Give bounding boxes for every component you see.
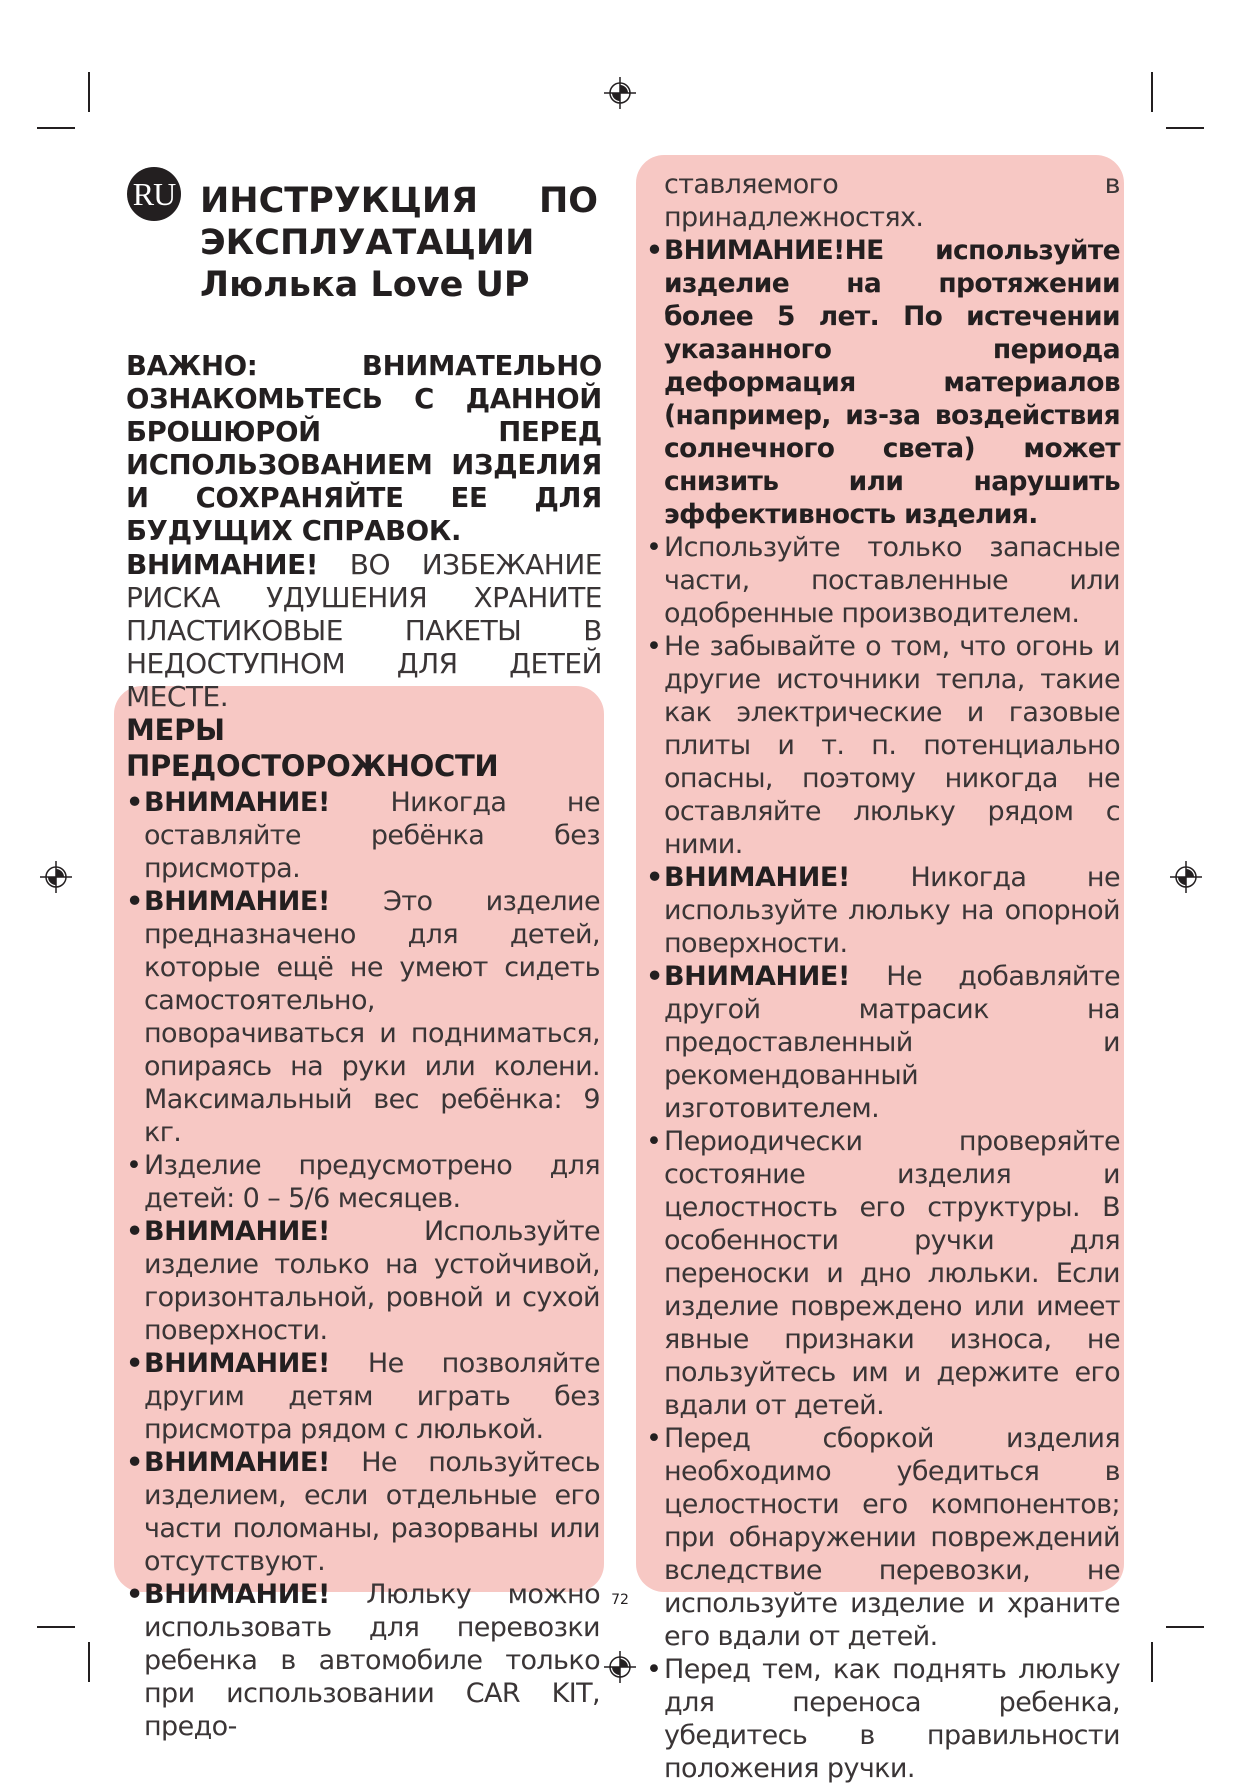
page-title — [200, 180, 598, 306]
item-text: Не забывайте о том, что огонь и другие источники тепла, такие как электрические и газовые плиты и т. п. потенциально опасны, поэтому никогда не оставляйте люльку рядом с ними. — [664, 631, 1120, 860]
item-label: ВНИМАНИЕ! — [144, 787, 330, 818]
bullet-icon: • — [126, 1348, 143, 1379]
precautions-right-column — [646, 168, 1120, 1785]
list-item — [126, 1347, 600, 1446]
registration-mark-icon — [40, 861, 72, 893]
item-label: ВНИМАНИЕ! — [144, 886, 330, 917]
title-word: ИНСТРУКЦИЯ — [200, 181, 479, 221]
item-text: Изделие предусмотрено для детей: 0 – 5/6 месяцев. — [144, 1150, 600, 1214]
list-item — [126, 1215, 600, 1347]
bullet-icon: • — [646, 631, 662, 662]
item-label: ВНИМАНИЕ! — [144, 1447, 330, 1478]
list-item — [126, 1446, 600, 1578]
bullet-icon: • — [126, 1216, 143, 1247]
crop-mark — [1151, 1642, 1153, 1682]
crop-mark — [37, 127, 75, 129]
bullet-icon: • — [126, 1447, 143, 1478]
title-line-2: ЭКСПЛУАТАЦИИ — [200, 223, 535, 263]
bullet-icon: • — [126, 787, 143, 818]
item-text: Не позволяйте другим детям играть без присмотра рядом с люлькой. — [144, 1348, 600, 1445]
title-word: ПО — [538, 181, 598, 221]
bullet-icon: • — [126, 886, 143, 917]
item-text: Перед сборкой изделия необходимо убедиться в целостности его компонентов; при обнаружении повреждений вследствие перевозки, не используйте изделие и храните его вдали от детей. — [664, 1423, 1120, 1652]
item-text: Никогда не используйте люльку на опорной поверхности. — [664, 862, 1120, 959]
title-line-3: Люлька Love UP — [200, 265, 530, 305]
bullet-icon: • — [646, 1423, 662, 1454]
page-number: 72 — [611, 1592, 629, 1608]
list-item — [646, 1653, 1120, 1785]
item-text: Не добавляйте другой матрасик на предоставленный и рекомендованный изготовителем. — [664, 961, 1120, 1124]
warning-text: ВО ИЗБЕЖАНИЕ РИСКА УДУШЕНИЯ ХРАНИТЕ ПЛАСТИКОВЫЕ ПАКЕТЫ В НЕДОСТУПНОМ ДЛЯ ДЕТЕЙ МЕСТЕ. — [126, 548, 602, 713]
bullet-icon: • — [646, 235, 663, 266]
item-text: Не пользуйтесь изделием, если отдельные его части поломаны, разорваны или отсутствуют. — [144, 1447, 600, 1577]
item-text: Используйте изделие только на устойчивой, горизонтальной, ровной и сухой поверхности. — [144, 1216, 600, 1346]
list-item — [646, 630, 1120, 861]
bullet-icon: • — [126, 1579, 143, 1610]
list-item — [646, 960, 1120, 1125]
crop-mark — [1151, 72, 1153, 112]
registration-mark-icon — [604, 77, 636, 109]
list-item — [646, 1125, 1120, 1422]
item-text: Это изделие предназначено для детей, которые ещё не умеют сидеть самостоятельно, поворачиваться и подниматься, опираясь на руки или колени. Максимальный вес ребёнка: 9 кг. — [144, 886, 600, 1148]
item-text: Используйте только запасные части, поставленные или одобренные производителем. — [664, 532, 1120, 629]
list-item — [126, 1578, 600, 1743]
crop-mark — [1166, 127, 1204, 129]
bullet-icon: • — [646, 862, 663, 893]
suffocation-warning — [126, 548, 602, 713]
precautions-left-column — [126, 712, 600, 1743]
item-text: Люльку можно использовать для перевозки ребенка в автомобиле только при использовании CAR KIT, предо- — [144, 1579, 600, 1742]
list-item — [646, 1422, 1120, 1653]
item-label: ВНИМАНИЕ! — [144, 1579, 330, 1610]
list-item — [126, 885, 600, 1149]
list-item — [646, 234, 1120, 531]
item-label: ВНИМАНИЕ! — [144, 1348, 330, 1379]
crop-mark — [1166, 1626, 1204, 1628]
item-text: ВНИМАНИЕ!НЕ используйте изделие на протяжении более 5 лет. По истечении указанного периода деформация материалов (например, из-за воздействия солнечного света) может снизить или нарушить эффективность изделия. — [664, 235, 1120, 530]
bullet-icon: • — [126, 1150, 142, 1181]
item-text: Перед тем, как поднять люльку для переноса ребенка, убедитесь в правильности положения ручки. — [664, 1654, 1120, 1784]
list-item — [126, 786, 600, 885]
bullet-icon: • — [646, 961, 663, 992]
registration-mark-icon — [604, 1651, 636, 1683]
crop-mark — [88, 72, 90, 112]
item-label: ВНИМАНИЕ! — [144, 1216, 330, 1247]
title-line-1 — [200, 180, 598, 222]
list-item — [646, 861, 1120, 960]
item-label: ВНИМАНИЕ! — [664, 961, 850, 992]
section-heading: МЕРЫ ПРЕДОСТОРОЖНОСТИ — [126, 713, 499, 783]
registration-mark-icon — [1170, 861, 1202, 893]
warning-label: ВНИМАНИЕ! — [126, 548, 319, 581]
item-label: ВНИМАНИЕ! — [664, 862, 850, 893]
list-item — [126, 1149, 600, 1215]
item-text: Периодически проверяйте состояние изделия и целостность его структуры. В особенности ручки для переноски и дно люльки. Если изделие повреждено или имеет явные признаки износа, не пользуйтесь им и держите его вдали от детей. — [664, 1126, 1120, 1421]
language-badge: RU — [127, 167, 181, 221]
bullet-icon: • — [646, 532, 662, 563]
bullet-icon: • — [646, 1654, 662, 1685]
crop-mark — [88, 1642, 90, 1682]
bullet-icon: • — [646, 1126, 662, 1157]
item-text: Никогда не оставляйте ребёнка без присмотра. — [144, 787, 600, 884]
crop-mark — [37, 1626, 75, 1628]
important-notice: ВАЖНО: ВНИМАТЕЛЬНО ОЗНАКОМЬТЕСЬ С ДАННОЙ БРОШЮРОЙ ПЕРЕД ИСПОЛЬЗОВАНИЕМ ИЗДЕЛИЯ И СОХРАНЯЙТЕ ЕЕ ДЛЯ БУДУЩИХ СПРАВОК. — [126, 350, 602, 547]
list-item — [646, 531, 1120, 630]
continued-text: ставляемого в принадлежностях. — [664, 169, 1120, 233]
